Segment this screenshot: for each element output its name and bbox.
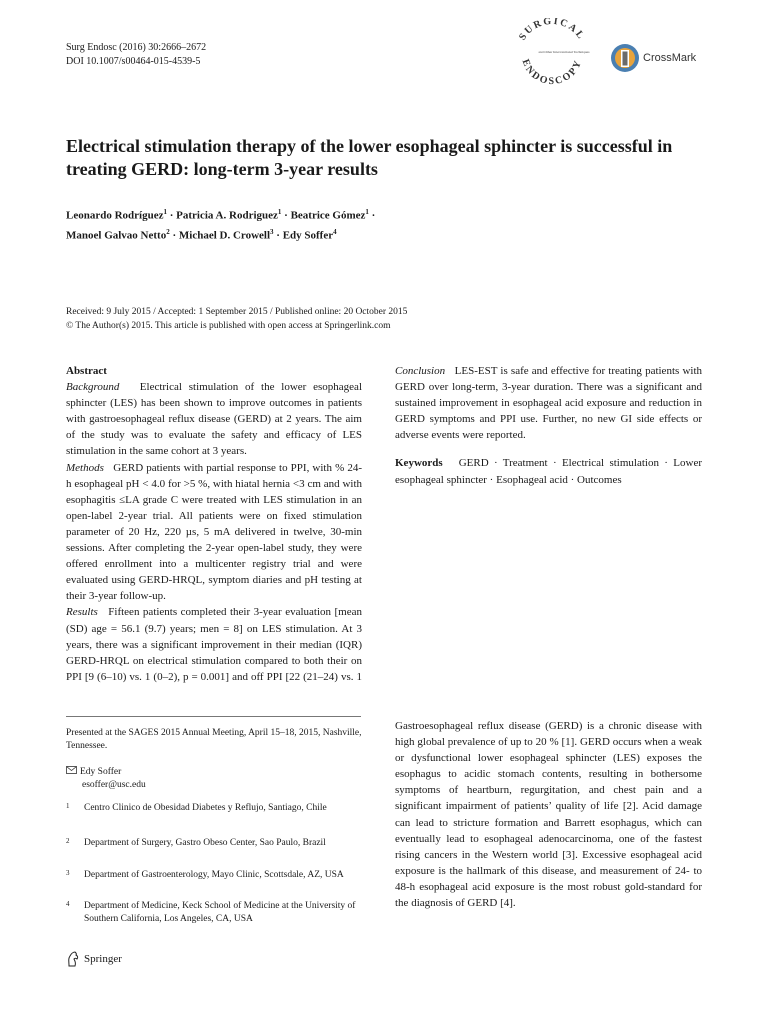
separator: · <box>368 209 376 222</box>
publisher-footer <box>66 951 122 967</box>
affiliation-text: Department of Gastroenterology, Mayo Clinic, Scottsdale, AZ, USA <box>84 870 344 880</box>
abstract-methods <box>66 460 362 605</box>
keywords <box>395 455 702 487</box>
footnote-divider <box>66 716 361 717</box>
history-line: Received: 9 July 2015 / Accepted: 1 September 2015 / Published online: 20 October 2015 <box>66 307 408 317</box>
affiliation-text: Department of Medicine, Keck School of Medicine at the University of Southern California, Los Angeles, CA, USA <box>84 901 356 924</box>
copyright-line: © The Author(s) 2015. This article is published with open access at Springerlink.com <box>66 321 391 331</box>
keywords-label: Keywords <box>395 457 443 470</box>
author-name[interactable]: Michael D. Crowell <box>178 229 271 242</box>
affiliation-sup: 1 <box>163 208 167 216</box>
author-name[interactable]: Manoel Galvao Netto <box>66 229 167 242</box>
affiliation-item <box>66 869 362 895</box>
springer-horse-icon <box>66 951 80 967</box>
crossmark-badge[interactable] <box>610 40 696 76</box>
abstract-results <box>66 604 362 685</box>
affiliation-sup: 1 <box>365 208 369 216</box>
affiliation-number: 3 <box>66 869 70 877</box>
crossmark-label: CrossMark <box>643 52 697 64</box>
affiliation-sup: 2 <box>166 227 170 236</box>
results-text: Fifteen patients completed their 3-year evaluation [mean (SD) age = 56.1 (9.7) years; men = 8] on LES stimulation. At 3 years, there was a significant improvement in their median (IQR) GERD-HRQL on electrical stimulation compared to both their on PPI [9 (6–10) vs. 1 (0–2), p = 0.001] and off PPI [22 (21–24) vs. 1 <box>66 606 362 683</box>
separator: · <box>273 229 283 242</box>
affiliation-number: 4 <box>66 900 70 908</box>
svg-text:and Other Interventional Techn: and Other Interventional Techniques <box>538 50 590 54</box>
background-label: Background <box>66 381 120 394</box>
affiliation-number: 2 <box>66 837 70 845</box>
author-name[interactable]: Beatrice Gómez <box>290 209 366 222</box>
methods-text: GERD patients with partial response to PPI, with % 24-h esophageal pH < 4.0 for >5 %, with hiatal hernia <3 cm and with esophagitis ≤LA grade C were treated with LES stimulation in an open-label 2-year trial. All patients were on fixed stimulation parameter of 20 Hz, 220 µs, 5 mA delivered in twelve, 30-min sessions. After completing the 2-year open-label study, they were offered enrollment into a multicenter registry trial and were evaluated using GERD-HRQL, symptom diaries and pH testing at their 3-year follow-up. <box>66 461 363 603</box>
presented-note: Presented at the SAGES 2015 Annual Meeting, April 15–18, 2015, Nashville, Tennessee. <box>66 728 362 751</box>
abstract-right-column <box>395 363 702 488</box>
separator: · <box>281 209 291 222</box>
doi-link[interactable]: DOI 10.1007/s00464-015-4539-5 <box>66 56 201 67</box>
affiliation-sup: 4 <box>333 227 337 236</box>
affiliation-sup: 3 <box>270 227 274 236</box>
envelope-icon <box>66 766 80 779</box>
publication-dates <box>66 305 706 333</box>
separator: · <box>169 229 179 242</box>
conclusion-label: Conclusion <box>395 365 446 377</box>
author-name[interactable]: Edy Soffer <box>282 229 334 242</box>
conclusion-text: LES-EST is safe and effective for treating patients with GERD over long-term, 3-year duration. There was a significant and sustained improvement in esophageal acid exposure and reduction in GERD symptoms and PPI use. Further, no new GI side effects or adverse events were reported. <box>395 365 703 442</box>
corresponding-email[interactable]: esoffer@usc.edu <box>82 780 146 790</box>
corresponding-author <box>66 766 121 779</box>
keywords-text: GERD · Treatment · Electrical stimulation · Lower esophageal sphincter · Esophageal acid · Outcomes <box>395 457 702 486</box>
results-label: Results <box>66 606 98 619</box>
crossmark-icon <box>610 40 640 76</box>
abstract-heading: Abstract <box>66 365 107 377</box>
author-list <box>66 204 706 243</box>
affiliation-item <box>66 837 362 863</box>
affiliation-number: 1 <box>66 802 70 810</box>
affiliation-item <box>66 900 362 926</box>
svg-text:SURGICAL: SURGICAL <box>517 18 587 43</box>
author-name[interactable]: Patricia A. Rodriguez <box>176 209 278 222</box>
introduction-paragraph: Gastroesophageal reflux disease (GERD) is a chronic disease with high global prevalence of up to 20 % [1]. GERD occurs when a weak or dysfunctional lower esophageal sphincter (LES) exposes the esophagus to acidic stomach contents, resulting in bothersome symptoms of heartburn, regurgitation, and chest pain and a significant impairment of patients’ quality of life [2]. Acid damage can lead to stricture formation and Barrett esophagus, which can eventually lead to esophageal adenocarcinoma, one of the fastest rising cancers in the Western world [3]. Excessive esophageal acid exposure is the hallmark of this disease, and measurement of 24- to 48-h esophageal acid exposure is the most robust gold-standard for the diagnosis of GERD [4]. <box>395 720 702 910</box>
author-name[interactable]: Leonardo Rodríguez <box>66 209 164 222</box>
separator: · <box>166 209 177 222</box>
methods-label: Methods <box>66 461 104 474</box>
article-title: Electrical stimulation therapy of the lower esophageal sphincter is successful in treating GERD: long-term 3-year results <box>66 136 673 179</box>
journal-logo <box>506 18 598 86</box>
affiliation-text: Department of Surgery, Gastro Obeso Center, Sao Paulo, Brazil <box>84 838 326 848</box>
corresponding-name: Edy Soffer <box>80 767 122 777</box>
background-text: Electrical stimulation of the lower esophageal sphincter (LES) has been shown to improve outcomes in patients with gastroesophageal reflux disease (GERD) at 2 years. The aim of the study was to evaluate the safety and efficacy of LES stimulation in the same cohort at 3 years. <box>66 381 362 458</box>
abstract-background <box>66 379 362 459</box>
affiliation-sup: 1 <box>277 208 282 216</box>
affiliation-text: Centro Clinico de Obesidad Diabetes y Reflujo, Santiago, Chile <box>84 803 327 813</box>
affiliation-item <box>66 802 362 828</box>
journal-citation: Surg Endosc (2016) 30:2666–2672 <box>66 42 207 53</box>
svg-text:ENDOSCOPY: ENDOSCOPY <box>519 57 585 86</box>
abstract-conclusion <box>395 363 702 443</box>
springer-label: Springer <box>84 953 122 965</box>
abstract-left-column <box>66 363 362 685</box>
